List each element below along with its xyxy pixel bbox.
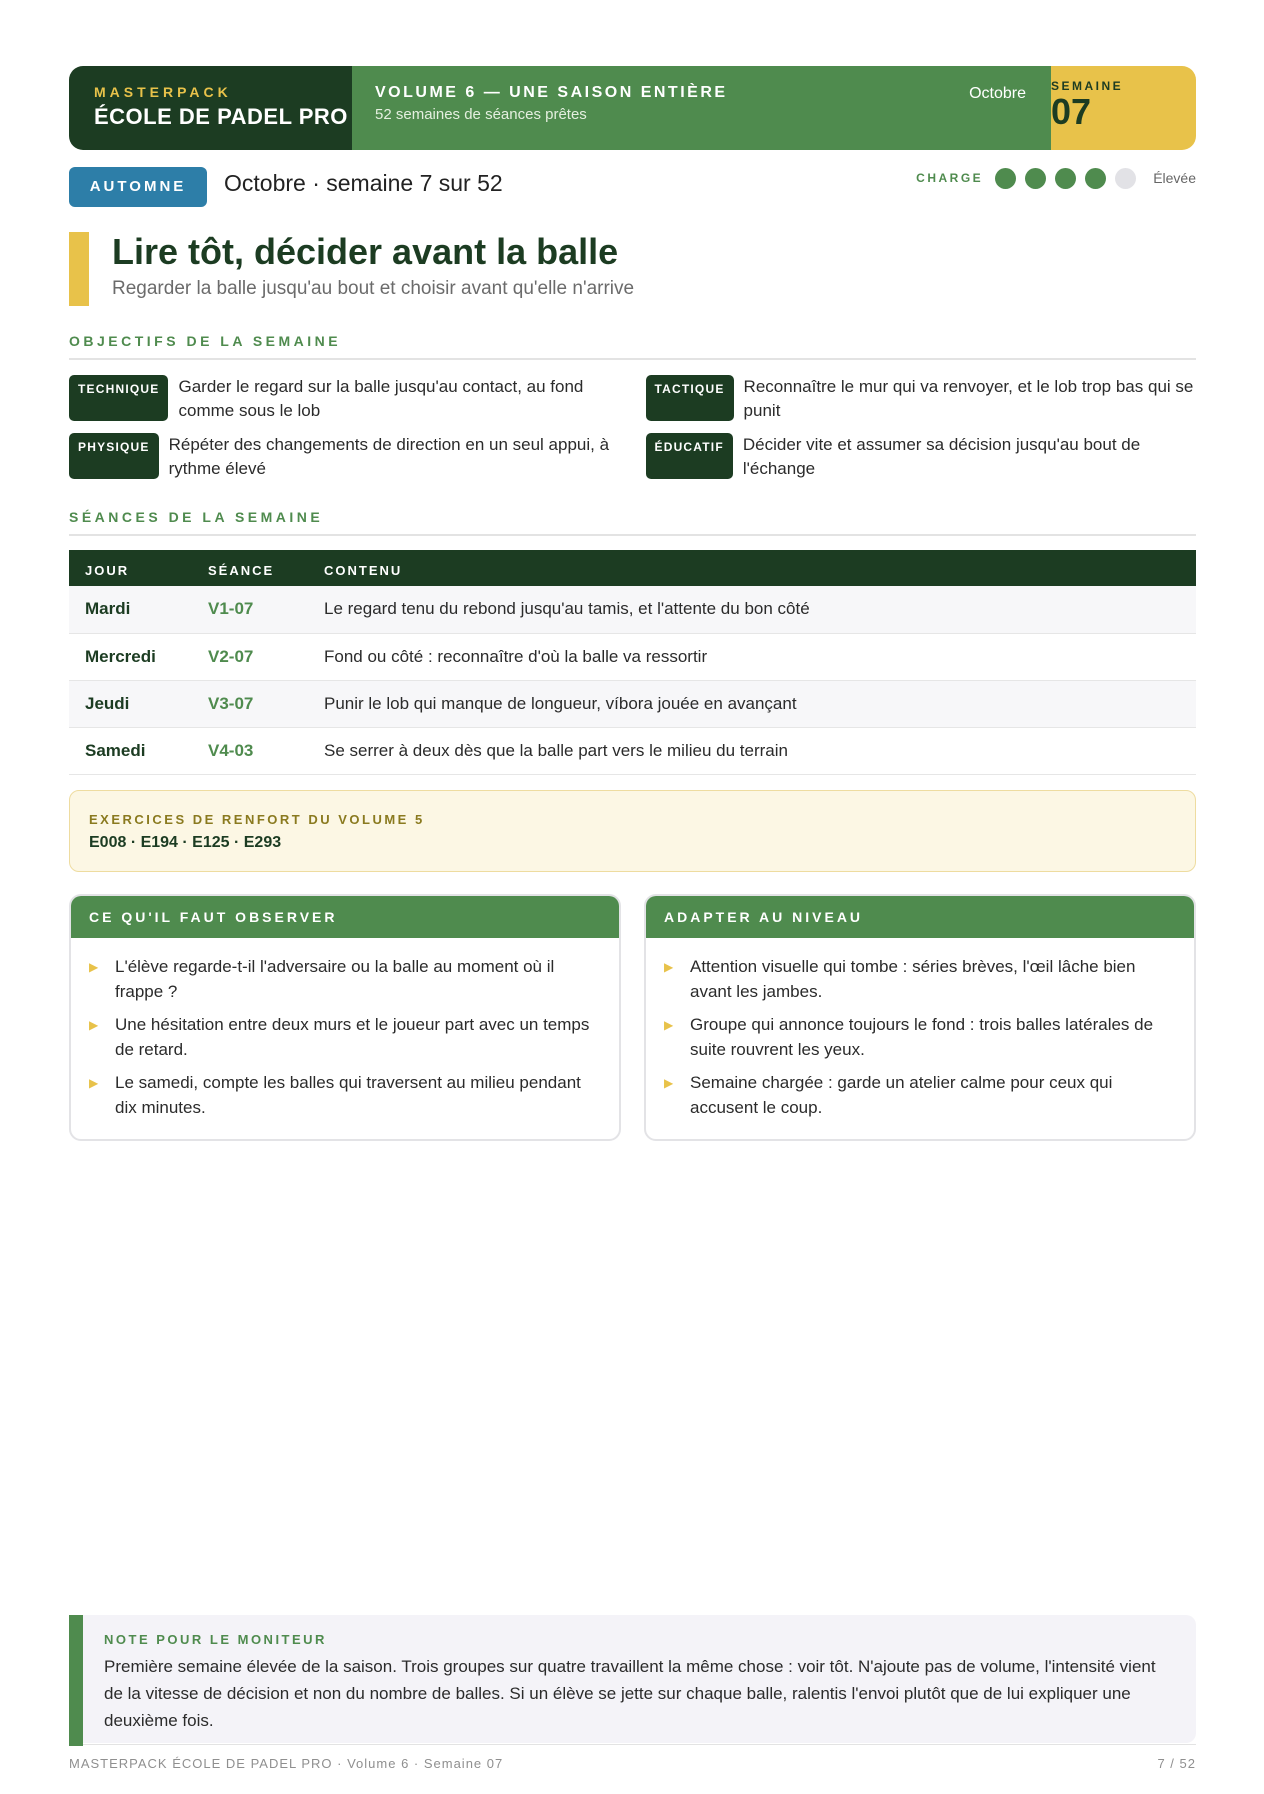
- season-badge: AUTOMNE: [69, 167, 207, 207]
- objective-item: [633, 433, 1197, 481]
- list-item-text: L'élève regarde-t-il l'adversaire ou la balle au moment où il frappe ?: [115, 956, 555, 1001]
- list-item-text: Une hésitation entre deux murs et le joueur part avec un temps de retard.: [115, 1014, 590, 1059]
- list-item: [89, 1070, 603, 1120]
- instructor-note: [69, 1615, 1196, 1743]
- triangle-bullet-icon: ▶: [664, 1017, 674, 1032]
- cell-content: Le regard tenu du rebond jusqu'au tamis, et l'attente du bon côté: [324, 586, 1196, 633]
- objective-text: Répéter des changements de direction en un seul appui, à rythme élevé: [168, 435, 610, 478]
- list-item: [664, 1012, 1178, 1062]
- page-subtitle: Regarder la balle jusqu'au bout et choisir avant qu'elle n'arrive: [112, 278, 635, 299]
- volume-block: [352, 66, 1051, 150]
- objective-tag: TECHNIQUE: [69, 375, 168, 421]
- cell-content: Punir le lob qui manque de longueur, víbora jouée en avançant: [324, 680, 1196, 727]
- objective-tag: TACTIQUE: [646, 375, 734, 421]
- charge-dot-filled: [1025, 168, 1046, 189]
- subheader: [69, 167, 1196, 219]
- reinforce-box: [69, 790, 1196, 872]
- objective-item: [69, 375, 633, 423]
- week-number: 07: [1051, 91, 1092, 132]
- objective-item: [69, 433, 633, 481]
- title-block: [69, 232, 1196, 306]
- triangle-bullet-icon: ▶: [664, 1075, 674, 1090]
- week-label: SEMAINE: [1051, 79, 1124, 93]
- list-item-text: Attention visuelle qui tombe : séries brèves, l'œil lâche bien avant les jambes.: [690, 956, 1136, 1001]
- triangle-bullet-icon: ▶: [89, 1017, 99, 1032]
- objective-tag: PHYSIQUE: [69, 433, 159, 479]
- observe-list: [71, 938, 619, 1120]
- brand-name: ÉCOLE DE PADEL PRO: [94, 104, 348, 129]
- brand-block: [69, 66, 352, 150]
- week-block: [1051, 66, 1196, 150]
- observe-card: [69, 894, 621, 1141]
- cell-session-code: V3-07: [208, 680, 324, 727]
- objective-tag: ÉDUCATIF: [646, 433, 733, 479]
- page-footer: [69, 1744, 1196, 1771]
- objective-text: Garder le regard sur la balle jusqu'au contact, au fond comme sous le lob: [178, 377, 584, 420]
- adapt-card: [644, 894, 1196, 1141]
- reinforce-exercise-list: E008 · E194 · E125 · E293: [89, 833, 282, 851]
- objectives-grid: [69, 375, 1196, 491]
- cell-content: Se serrer à deux dès que la balle part vers le milieu du terrain: [324, 727, 1196, 774]
- footer-text: MASTERPACK ÉCOLE DE PADEL PRO · Volume 6 · Semaine 07: [69, 1756, 504, 1771]
- charge-dots: [995, 168, 1145, 189]
- note-text: Première semaine élevée de la saison. Trois groupes sur quatre travaillent la même chose : voir tôt. N'ajoute pas de volume, l'intensité vient de la vitesse de décision et non du nombre de balles. Si un élève se jette sur chaque balle, ralentis l'envoi plutôt que de lui expliquer une deuxième fois.: [104, 1657, 1156, 1730]
- observe-card-heading: CE QU'IL FAUT OBSERVER: [71, 896, 619, 938]
- reinforce-label: EXERCICES DE RENFORT DU VOLUME 5: [89, 811, 425, 827]
- list-item: [89, 954, 603, 1004]
- objective-text: Décider vite et assumer sa décision jusqu'au bout de l'échange: [742, 435, 1141, 478]
- triangle-bullet-icon: ▶: [89, 959, 99, 974]
- sessions-table: [69, 550, 1196, 775]
- adapt-card-heading: ADAPTER AU NIVEAU: [646, 896, 1194, 938]
- triangle-bullet-icon: ▶: [89, 1075, 99, 1090]
- cell-day: Mercredi: [69, 633, 208, 680]
- objective-text: Reconnaître le mur qui va renvoyer, et le lob trop bas qui se punit: [743, 377, 1194, 420]
- cards-row: [69, 894, 1196, 1141]
- volume-subtitle: 52 semaines de séances prêtes: [375, 106, 587, 123]
- list-item-text: Groupe qui annonce toujours le fond : trois balles latérales de suite rouvrent les yeux.: [690, 1014, 1154, 1059]
- charge-label: CHARGE: [916, 171, 984, 185]
- charge-dot-filled: [1055, 168, 1076, 189]
- cell-content: Fond ou côté : reconnaître d'où la balle va ressortir: [324, 633, 1196, 680]
- adapt-list: [646, 938, 1194, 1120]
- header-band: [69, 66, 1196, 150]
- table-row: [69, 586, 1196, 633]
- column-header-day: JOUR: [69, 550, 208, 586]
- list-item-text: Semaine chargée : garde un atelier calme pour ceux qui accusent le coup.: [690, 1072, 1113, 1117]
- list-item: [664, 1070, 1178, 1120]
- table-row: [69, 680, 1196, 727]
- cell-day: Mardi: [69, 586, 208, 633]
- note-label: NOTE POUR LE MONITEUR: [104, 1632, 327, 1647]
- objectives-heading: OBJECTIFS DE LA SEMAINE: [69, 333, 1196, 360]
- table-row: [69, 727, 1196, 774]
- charge-dot-empty: [1115, 168, 1136, 189]
- page-number: 7 / 52: [1157, 1756, 1196, 1771]
- week-position: Octobre · semaine 7 sur 52: [224, 170, 503, 196]
- page-title: Lire tôt, décider avant la balle: [112, 231, 619, 272]
- charge-level-text: Élevée: [1153, 170, 1196, 186]
- sessions-heading: SÉANCES DE LA SEMAINE: [69, 509, 1196, 536]
- objective-item: [633, 375, 1197, 423]
- column-header-session: SÉANCE: [208, 550, 324, 586]
- list-item: [89, 1012, 603, 1062]
- table-row: [69, 633, 1196, 680]
- cell-session-code: V2-07: [208, 633, 324, 680]
- list-item: [664, 954, 1178, 1004]
- charge-meter: [916, 167, 1196, 189]
- brand-kicker: MASTERPACK: [94, 84, 232, 100]
- list-item-text: Le samedi, compte les balles qui traversent au milieu pendant dix minutes.: [115, 1072, 581, 1117]
- title-accent-bar: [69, 232, 89, 306]
- cell-session-code: V4-03: [208, 727, 324, 774]
- header-month: Octobre: [969, 85, 1026, 102]
- cell-session-code: V1-07: [208, 586, 324, 633]
- column-header-content: CONTENU: [324, 550, 1196, 586]
- page: [69, 66, 1196, 1141]
- footer-accent: [69, 1743, 83, 1746]
- triangle-bullet-icon: ▶: [664, 959, 674, 974]
- charge-dot-filled: [995, 168, 1016, 189]
- cell-day: Jeudi: [69, 680, 208, 727]
- note-accent-bar: [69, 1615, 83, 1743]
- charge-dot-filled: [1085, 168, 1106, 189]
- cell-day: Samedi: [69, 727, 208, 774]
- volume-title: VOLUME 6 — UNE SAISON ENTIÈRE: [375, 84, 728, 101]
- table-header-row: [69, 550, 1196, 586]
